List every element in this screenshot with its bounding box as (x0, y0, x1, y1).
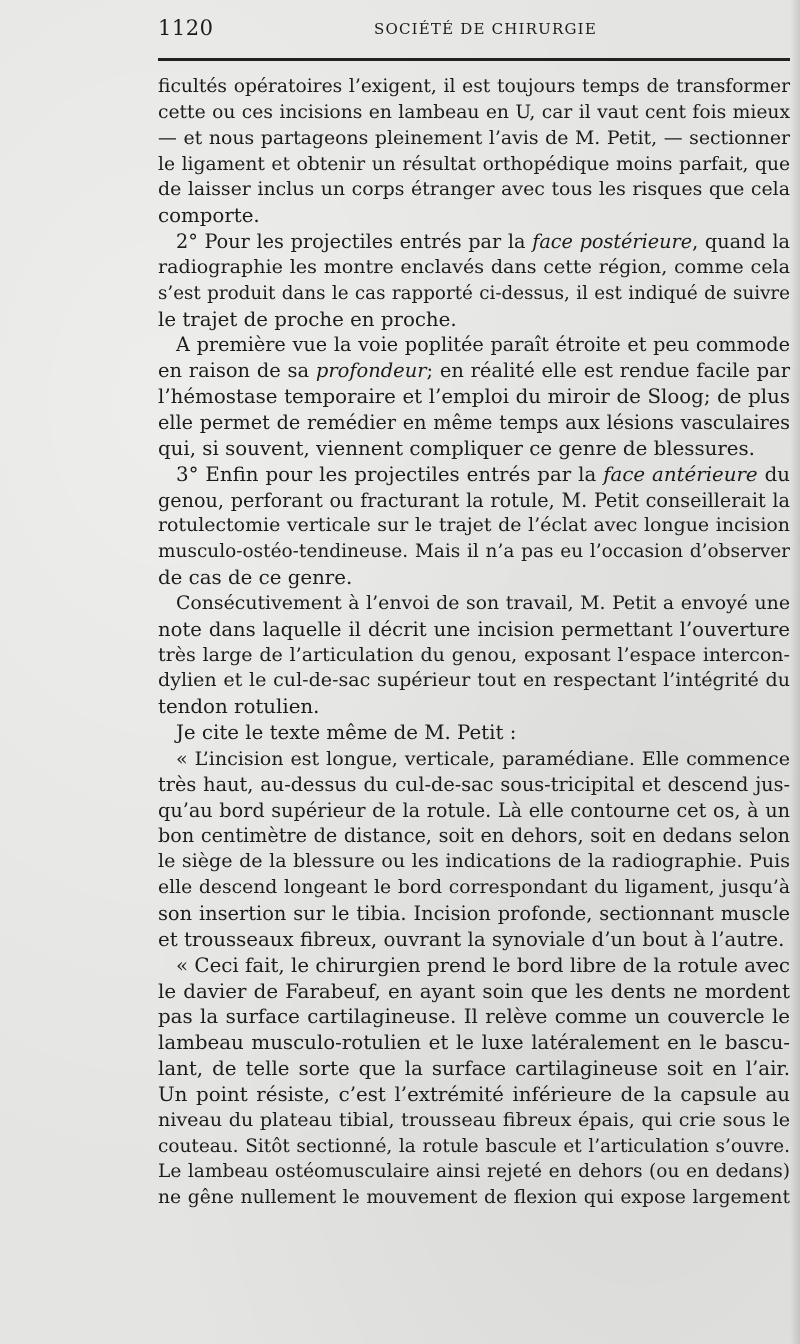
italic-phrase: face antérieure (603, 462, 758, 486)
text-line: elle permet de remédier en même temps aux lésions vasculaires (158, 410, 790, 434)
text-line: A première vue la voie poplitée paraît étroite et peu commode (176, 333, 790, 357)
text-line: dylien et le cul-de-sac supérieur tout en respectant l’intégrité du (158, 669, 790, 692)
text-line: le davier de Farabeuf, en ayant soin que les dents ne mordent (158, 979, 790, 1003)
text-line: de cas de ce genre. (158, 566, 353, 590)
text-line: qui, si souvent, viennent compliquer ce genre de blessures. (158, 436, 755, 460)
text-line: cette ou ces incisions en lambeau en U, car il vaut cent fois mieux (158, 101, 790, 123)
body-text (158, 74, 790, 1211)
text-line: comporte. (158, 204, 260, 228)
text-line: « Ceci fait, le chirurgien prend le bord libre de la rotule avec (176, 953, 790, 977)
text-line: très haut, au-dessus du cul-de-sac sous-tricipital et descend jus- (158, 772, 790, 796)
text-line: pas la surface cartilagineuse. Il relève comme un couvercle le (158, 1005, 790, 1029)
text-line: et trousseaux fibreux, ouvrant la synoviale d’un bout à l’autre. (158, 927, 785, 951)
text-line: « L’incision est longue, verticale, paramédiane. Elle commence (176, 746, 790, 770)
text-line: le siège de la blessure ou les indications de la radiographie. Puis (158, 850, 790, 873)
text-line: Le lambeau ostéomusculaire ainsi rejeté en dehors (ou en dedans) (158, 1161, 790, 1183)
header-rule (158, 58, 790, 61)
text-line: rotulectomie verticale sur le trajet de l’éclat avec longue incision (158, 514, 790, 537)
page-edge-shadow (790, 0, 800, 1344)
italic-phrase: face postérieure (532, 230, 693, 254)
italic-phrase: profondeur (315, 359, 427, 383)
text-line: lant, de telle sorte que la surface cartilagineuse soit en l’air. (158, 1057, 790, 1081)
text-line: très large de l’articulation du genou, exposant l’espace intercon- (158, 643, 790, 666)
text-line: couteau. Sitôt sectionné, la rotule bascule et l’articulation s’ouvre. (158, 1135, 790, 1157)
text-line: tendon rotulien. (158, 695, 320, 719)
text-line: ficultés opératoires l’exigent, il est toujours temps de transformer (158, 76, 790, 97)
text-line: Consécutivement à l’envoi de son travail, M. Petit a envoyé une (176, 591, 790, 614)
page-number: 1120 (158, 16, 214, 40)
text-line: 3° Enfin pour les projectiles entrés par la face antérieure du (176, 462, 790, 486)
text-line: le trajet de proche en proche. (158, 307, 457, 331)
text-line: radiographie les montre enclavés dans cette région, comme cela (158, 255, 790, 278)
page-header (158, 14, 790, 44)
text-line: Je cite le texte même de M. Petit : (176, 721, 517, 745)
text-line: Un point résiste, c’est l’extrémité inférieure de la capsule au (158, 1082, 790, 1106)
running-head: SOCIÉTÉ DE CHIRURGIE (374, 20, 597, 38)
text-line: elle descend longeant le bord correspondant du ligament, jusqu’à (158, 877, 790, 899)
text-line: niveau du plateau tibial, trousseau fibreux épais, qui crie sous le (158, 1108, 790, 1131)
text-line: — et nous partageons pleinement l’avis de M. Petit, — sectionner (158, 126, 790, 149)
text-line: qu’au bord supérieur de la rotule. Là elle contourne cet os, à un (158, 798, 790, 822)
text-line: le ligament et obtenir un résultat orthopédique moins parfait, que (158, 153, 790, 175)
text-line: lambeau musculo-rotulien et le luxe latéralement en le bascu- (158, 1031, 790, 1055)
text-line: son insertion sur le tibia. Incision profonde, sectionnant muscle (158, 902, 790, 925)
text-line: musculo-ostéo-tendineuse. Mais il n’a pas eu l’occasion d’observer (158, 541, 790, 563)
text-line: en raison de sa profondeur; en réalité elle est rendue facile par (158, 359, 790, 383)
text-line: l’hémostase temporaire et l’emploi du miroir de Sloog; de plus (158, 385, 790, 409)
text-line: genou, perforant ou fracturant la rotule, M. Petit conseillerait la (158, 488, 790, 512)
text-line: bon centimètre de distance, soit en dehors, soit en dedans selon (158, 824, 790, 848)
text-line: note dans laquelle il décrit une incision permettant l’ouverture (158, 617, 790, 641)
text-line: ne gêne nullement le mouvement de flexion qui expose largement (158, 1187, 790, 1209)
text-line: s’est produit dans le cas rapporté ci-dessus, il est indiqué de suivre (158, 282, 790, 304)
text-line: 2° Pour les projectiles entrés par la face postérieure, quand la (176, 230, 791, 254)
text-line: de laisser inclus un corps étranger avec tous les risques que cela (158, 178, 790, 201)
